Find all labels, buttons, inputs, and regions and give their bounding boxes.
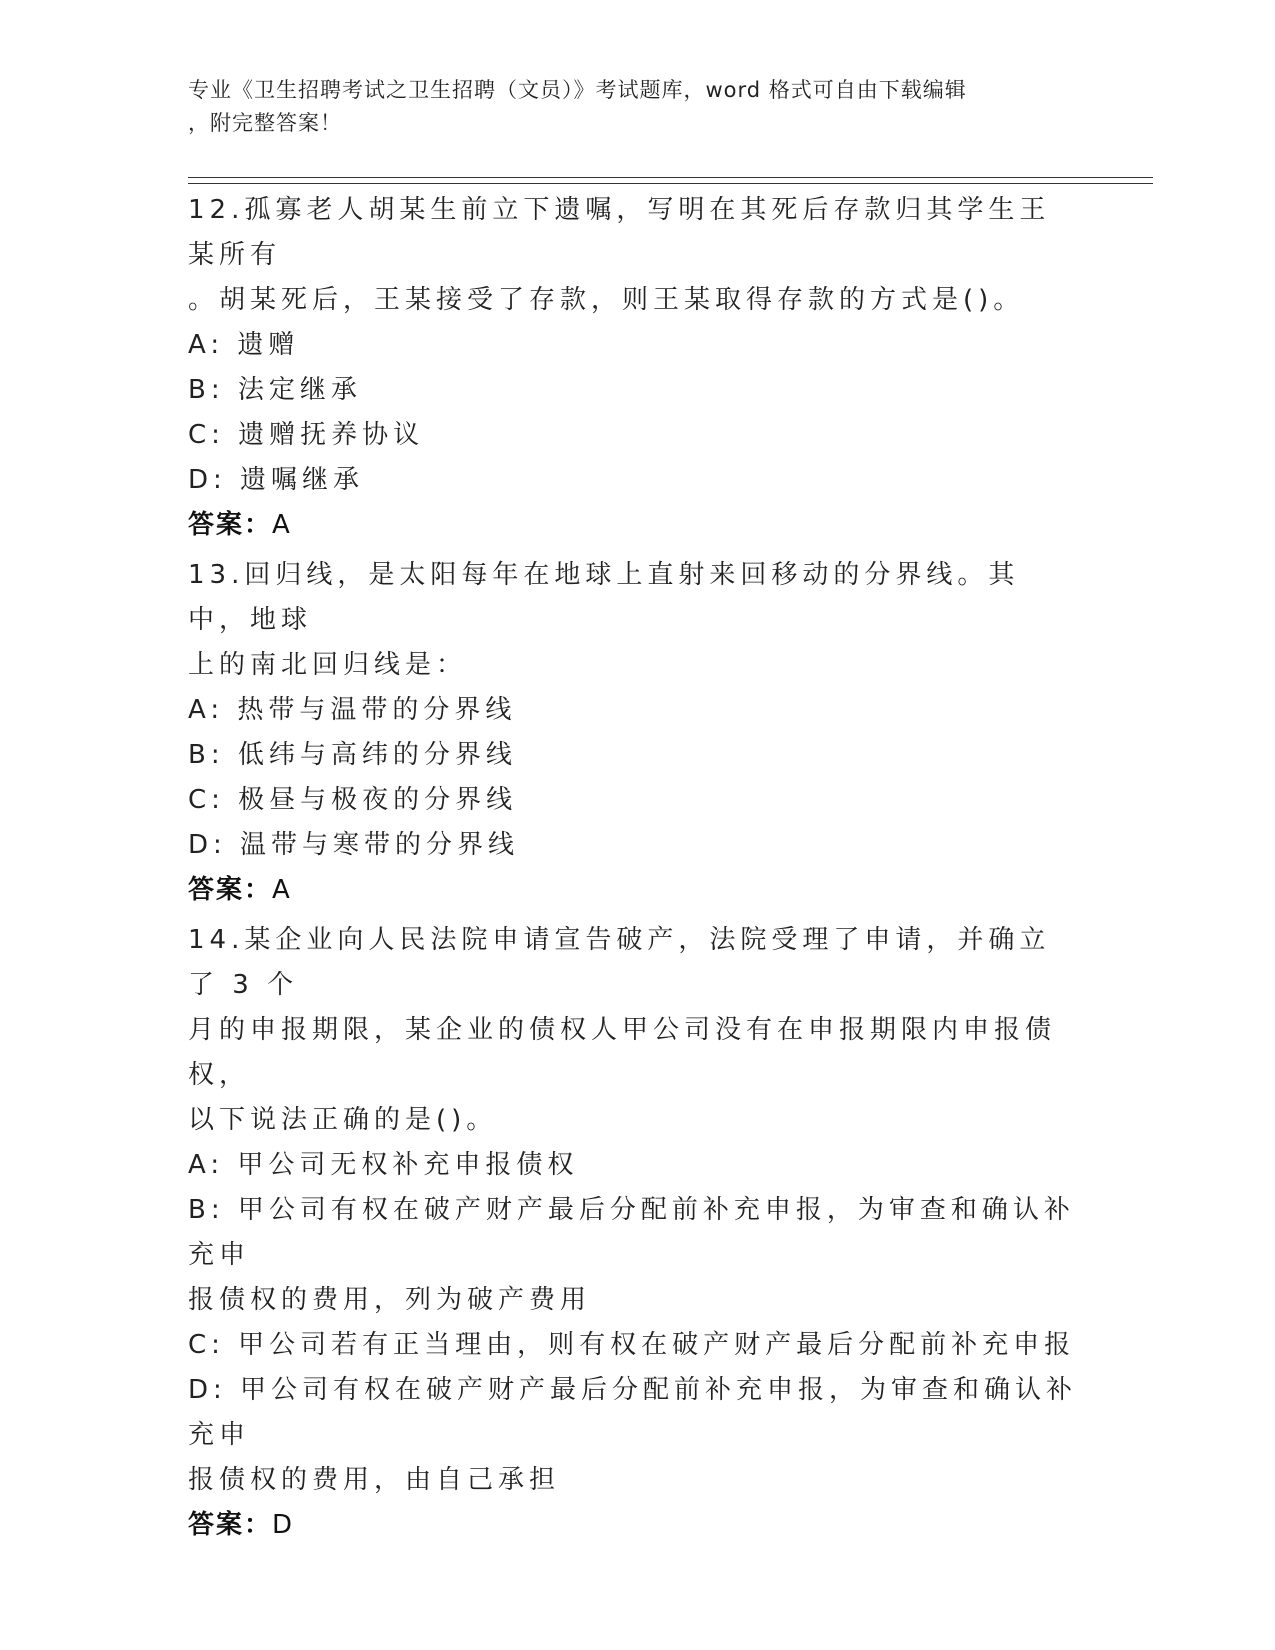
stem-line: 以下说法正确的是()。 — [188, 1105, 498, 1135]
option-a: A: 甲公司无权补充申报债权 — [188, 1150, 579, 1180]
option-d: D: 甲公司有权在破产财产最后分配前补充申报，为审查和确认补充申 报债权的费用，由自己承担 — [188, 1375, 1078, 1495]
header-line-1: 专业《卫生招聘考试之卫生招聘（文员）》考试题库，word 格式可自由下载编辑 — [188, 78, 967, 102]
answer-label: 答案： — [188, 1510, 273, 1540]
option-b: B: 低纬与高纬的分界线 — [188, 740, 517, 770]
question-stem — [188, 188, 1078, 323]
stem-line: 上的南北回归线是： — [188, 650, 468, 680]
header-divider-top — [188, 177, 1153, 178]
stem-line: 12.孤寡老人胡某生前立下遗嘱，写明在其死后存款归其学生王某所有 — [188, 195, 1051, 270]
answer-label: 答案： — [188, 875, 273, 905]
question-12 — [188, 188, 1078, 548]
answer-value: D — [272, 1510, 295, 1540]
stem-line: 月的申报期限，某企业的债权人甲公司没有在申报期限内申报债权， — [188, 1015, 1057, 1090]
option-b: B: 甲公司有权在破产财产最后分配前补充申报，为审查和确认补充申 报债权的费用，列为破产费用 — [188, 1195, 1075, 1315]
option-c: C: 极昼与极夜的分界线 — [188, 785, 518, 815]
answer-value: A — [272, 510, 292, 540]
header-divider-bottom — [188, 183, 1153, 184]
answer-value: A — [272, 875, 292, 905]
answer — [188, 503, 1078, 548]
answer-label: 答案： — [188, 510, 273, 540]
option-c: C: 遗赠抚养协议 — [188, 420, 425, 450]
header-line-2: ，附完整答案！ — [188, 111, 342, 135]
option-c: C: 甲公司若有正当理由，则有权在破产财产最后分配前补充申报 — [188, 1330, 1076, 1360]
question-13 — [188, 553, 1078, 913]
option-a: A: 热带与温带的分界线 — [188, 695, 517, 725]
question-14 — [188, 918, 1078, 1548]
option-a: A: 遗赠 — [188, 330, 300, 360]
stem-line: 13.回归线，是太阳每年在地球上直射来回移动的分界线。其中，地球 — [188, 560, 1020, 635]
option-b: B: 法定继承 — [188, 375, 362, 405]
stem-line: 。胡某死后，王某接受了存款，则王某取得存款的方式是()。 — [188, 285, 1025, 315]
option-d: D: 遗嘱继承 — [188, 465, 365, 495]
document-header — [188, 74, 1088, 140]
question-stem — [188, 553, 1078, 688]
option-d: D: 温带与寒带的分界线 — [188, 830, 520, 860]
stem-line: 14.某企业向人民法院申请宣告破产，法院受理了申请，并确立了 3 个 — [188, 925, 1051, 1000]
answer — [188, 868, 1078, 913]
answer — [188, 1503, 1078, 1548]
question-stem — [188, 918, 1078, 1143]
